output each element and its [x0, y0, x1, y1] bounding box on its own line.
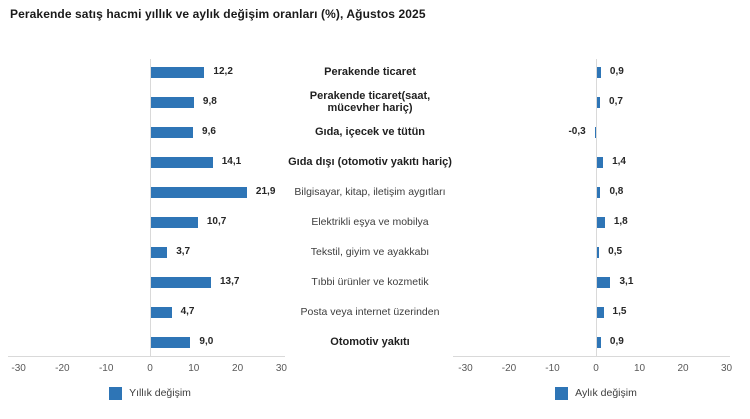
category-label: Tıbbi ürünler ve kozmetik	[311, 276, 429, 288]
axis-tick-label: 30	[720, 363, 733, 374]
value-label: 0,9	[609, 336, 624, 347]
bar	[151, 307, 172, 318]
category-label: Gıda dışı (otomotiv yakıtı hariç)	[288, 156, 452, 168]
bar	[597, 97, 600, 108]
axis-tick-label: 10	[633, 363, 646, 374]
bar	[597, 217, 605, 228]
value-label: 0,8	[609, 186, 624, 197]
bar	[151, 217, 198, 228]
value-label: 14,1	[221, 156, 242, 167]
value-label: 21,9	[255, 186, 276, 197]
axis-tick-label: 0	[147, 363, 153, 374]
category-label: Perakende ticaret(saat, mücevher hariç)	[309, 90, 431, 114]
category-label: Otomotiv yakıtı	[330, 336, 410, 348]
bar	[151, 337, 190, 348]
bar	[151, 67, 204, 78]
value-label: 1,4	[612, 156, 626, 167]
value-label: 1,8	[613, 216, 628, 227]
category-label-column	[285, 57, 455, 357]
value-label: 9,0	[199, 336, 214, 347]
bar	[151, 97, 194, 108]
chart-title: Perakende satış hacmi yıllık ve aylık değişim oranları (%), Ağustos 2025	[10, 7, 426, 21]
value-label: 12,2	[213, 66, 233, 77]
category-label: Posta veya internet üzerinden	[300, 306, 440, 318]
value-label: 4,7	[180, 306, 195, 317]
value-label: 0,5	[608, 246, 623, 257]
axis-tick-label: -10	[545, 363, 560, 374]
value-label: 9,8	[202, 96, 217, 107]
value-label: 9,6	[202, 126, 216, 137]
bar	[597, 247, 599, 258]
axis-tick-label: -10	[98, 363, 114, 374]
axis-tick-label: 20	[232, 363, 244, 374]
legend-label-monthly: Aylık değişim	[575, 387, 637, 399]
axis-tick-label: -30	[11, 363, 26, 374]
value-label: 3,1	[619, 276, 634, 287]
category-label: Elektrikli eşya ve mobilya	[311, 216, 429, 228]
value-label: 13,7	[220, 276, 240, 287]
legend-monthly	[516, 385, 676, 401]
legend-swatch-icon	[555, 387, 568, 400]
value-label: 10,7	[206, 216, 227, 227]
value-label: 0,9	[609, 66, 624, 77]
axis-tick-label: -20	[55, 363, 70, 374]
bar	[597, 67, 601, 78]
bar	[597, 337, 601, 348]
axis-tick-label: 0	[593, 363, 599, 374]
axis-tick-label: -20	[501, 363, 517, 374]
value-label: 3,7	[176, 246, 191, 257]
x-axis-line	[453, 356, 730, 357]
value-label: -0,3	[568, 126, 586, 137]
category-label: Perakende ticaret	[324, 66, 416, 78]
legend-label-annual: Yıllık değişim	[129, 387, 191, 399]
value-label: 0,7	[609, 96, 623, 107]
bar	[597, 307, 604, 318]
axis-tick-label: -30	[458, 363, 473, 374]
bar	[151, 127, 193, 138]
bar	[597, 187, 600, 198]
axis-tick-label: 20	[677, 363, 689, 374]
legend-swatch-icon	[109, 387, 122, 400]
category-label: Bilgisayar, kitap, iletişim aygıtları	[294, 186, 446, 198]
bar	[597, 277, 610, 288]
bar	[151, 157, 213, 168]
bar	[151, 247, 167, 258]
category-label: Tekstil, giyim ve ayakkabı	[310, 246, 430, 258]
monthly-change-plot	[453, 57, 733, 374]
bar	[597, 157, 603, 168]
category-label: Gıda, içecek ve tütün	[314, 126, 426, 138]
bar	[151, 277, 211, 288]
x-axis-line	[8, 356, 285, 357]
legend-annual	[70, 385, 230, 401]
bar	[151, 187, 247, 198]
value-label: 1,5	[612, 306, 627, 317]
annual-change-plot	[8, 57, 287, 374]
bar	[595, 127, 596, 138]
axis-tick-label: 10	[188, 363, 200, 374]
axis-tick-label: 30	[275, 363, 287, 374]
